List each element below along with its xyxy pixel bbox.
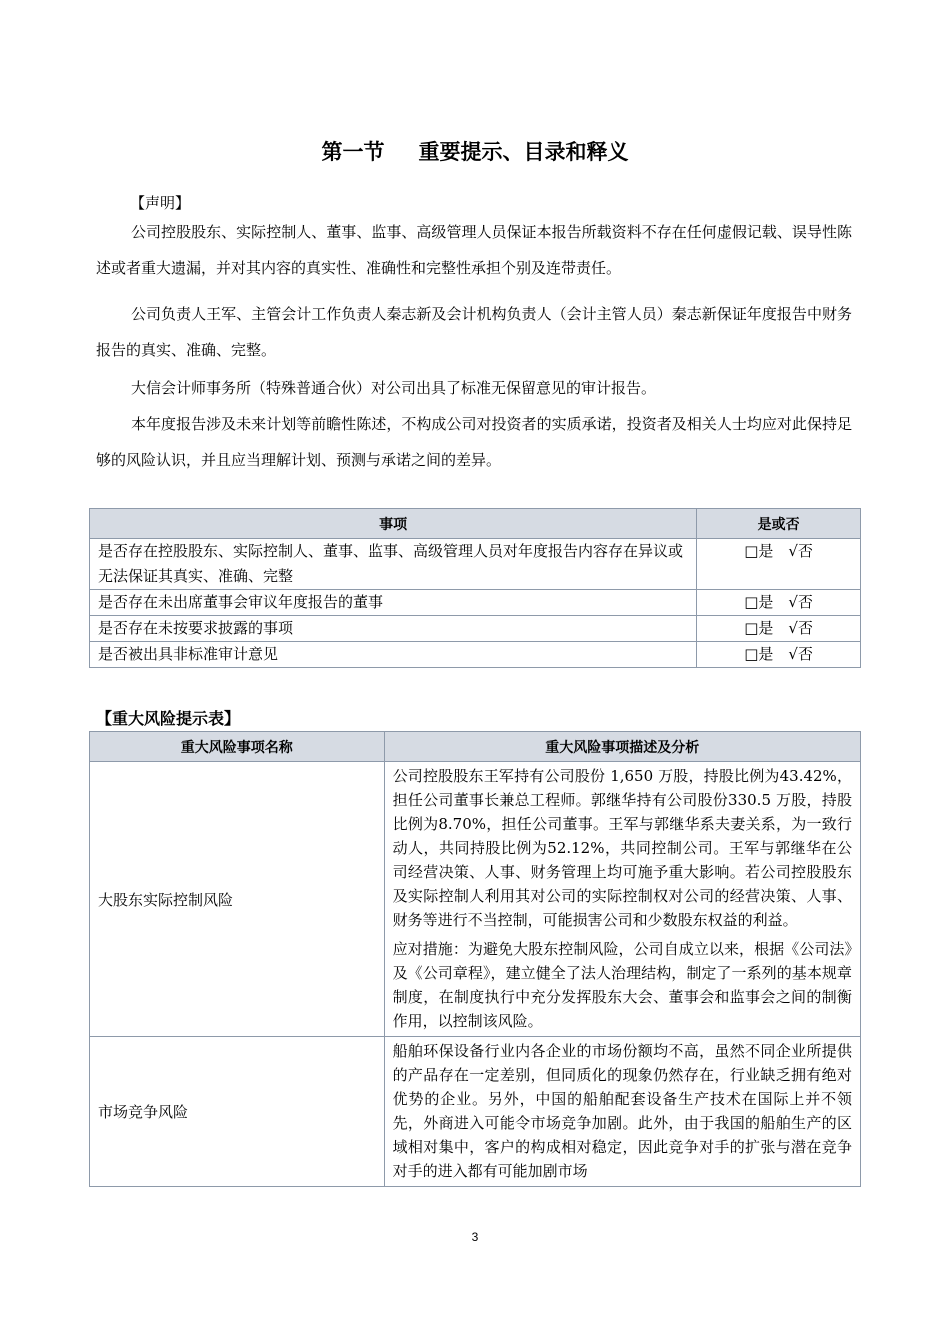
table-row [90, 762, 861, 1037]
declaration-item: 是否存在未按要求披露的事项 [90, 616, 697, 642]
page-number: 3 [471, 1230, 479, 1244]
table-header-cell: 是或否 [697, 509, 861, 539]
risk-description [384, 762, 860, 1037]
declaration-choice: □是 √否 [697, 590, 861, 616]
table-header-cell: 重大风险事项名称 [90, 732, 385, 762]
risk-name: 大股东实际控制风险 [90, 762, 385, 1037]
declaration-table [89, 508, 861, 668]
risk-description-text: 船舶环保设备行业内各企业的市场份额均不高，虽然不同企业所提供的产品存在一定差别，但同质化的现象仍然存在，行业缺乏拥有绝对优势的企业。另外，中国的船舶配套设备生产技术在国际上并不领先，外商进入可能令市场竞争加剧。此外，由于我国的船舶生产的区域相对集中，客户的构成相对稳定，因此竞争对手的扩张与潜在竞争对手的进入都有可能加剧市场 [392, 1042, 852, 1180]
table-row [90, 642, 861, 668]
risk-table-heading: 【重大风险提示表】 [96, 709, 241, 728]
declaration-item: 是否存在控股股东、实际控制人、董事、监事、高级管理人员对年度报告内容存在异议或无法保证其真实、准确、完整 [90, 539, 697, 590]
risk-countermeasure-text: 应对措施：为避免大股东控制风险，公司自成立以来，根据《公司法》及《公司章程》，建立健全了法人治理结构，制定了一系列的基本规章制度，在制度执行中充分发挥股东大会、董事会和监事会之间的制衡作用，以控制该风险。 [392, 940, 852, 1030]
section-number: 第一节 [321, 140, 385, 164]
declaration-item: 是否被出具非标准审计意见 [90, 642, 697, 668]
page-title [0, 136, 950, 166]
statement-paragraph: 本年度报告涉及未来计划等前瞻性陈述，不构成公司对投资者的实质承诺，投资者及相关人士均应对此保持足够的风险认识，并且应当理解计划、预测与承诺之间的差异。 [96, 415, 852, 469]
table-header-row [90, 509, 861, 539]
declaration-choice: □是 √否 [697, 642, 861, 668]
declaration-choice: □是 √否 [697, 539, 861, 590]
statement-heading: 【声明】 [130, 194, 191, 212]
table-row [90, 539, 861, 590]
table-row [90, 1037, 861, 1187]
table-header-cell: 事项 [90, 509, 697, 539]
declaration-choice: □是 √否 [697, 616, 861, 642]
statement-paragraph: 公司控股股东、实际控制人、董事、监事、高级管理人员保证本报告所载资料不存在任何虚假记载、误导性陈述或者重大遗漏，并对其内容的真实性、准确性和完整性承担个别及连带责任。 [96, 223, 852, 277]
table-header-row [90, 732, 861, 762]
table-row [90, 616, 861, 642]
table-header-cell: 重大风险事项描述及分析 [384, 732, 860, 762]
risk-table [89, 731, 861, 1187]
risk-name: 市场竞争风险 [90, 1037, 385, 1187]
statement-paragraph: 公司负责人王军、主管会计工作负责人秦志新及会计机构负责人（会计主管人员）秦志新保证年度报告中财务报告的真实、准确、完整。 [96, 305, 852, 359]
risk-description-text: 公司控股股东王军持有公司股份 1,650 万股，持股比例为43.42%，担任公司董事长兼总工程师。郭继华持有公司股份330.5 万股，持股比例为8.70%，担任公司董事。王军与郭继华系夫妻关系，为一致行动人，共同持股比例为52.12%，共同控制公司。王军与郭继华在公司经营决策、人事、财务管理上均可施予重大影响。若公司控股股东及实际控制人利用其对公司的实际控制权对公司的经营决策、人事、财务等进行不当控制，可能损害公司和少数股东权益的利益。 [392, 767, 852, 929]
risk-description [384, 1037, 860, 1187]
declaration-item: 是否存在未出席董事会审议年度报告的董事 [90, 590, 697, 616]
statement-paragraph: 大信会计师事务所（特殊普通合伙）对公司出具了标准无保留意见的审计报告。 [131, 379, 657, 397]
section-title: 重要提示、目录和释义 [418, 140, 629, 164]
table-row [90, 590, 861, 616]
